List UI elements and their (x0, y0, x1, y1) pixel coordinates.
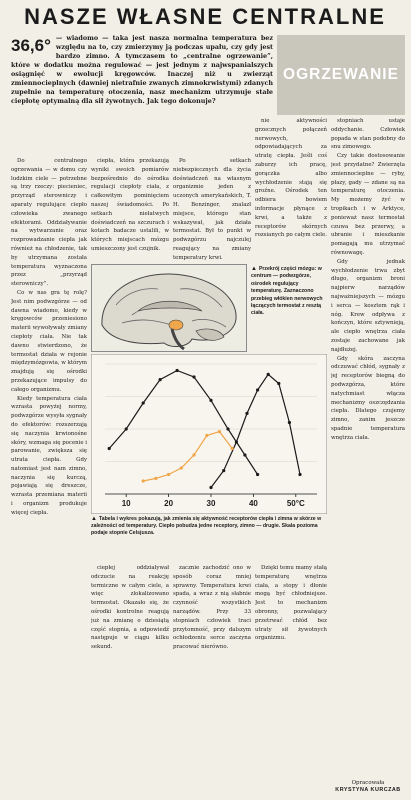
data-point (267, 373, 270, 376)
x-tick-label: 50°C (286, 499, 305, 508)
col5-paragraph-3: Gdy jednak wychłodzenie trwa zbyt długo, organizm broni najpierw narządów najważniejszych — mózgu i serca — kosztem rąk i nóg. Krew odpływa z kończyn, które sztywnieją, ale ciepło wnętrza ciała zostaje zachowane jak najdłużej. (331, 258, 405, 353)
data-point (209, 486, 212, 489)
data-point (205, 434, 208, 437)
data-point (222, 469, 225, 472)
column-3-top (173, 157, 251, 261)
data-point (218, 430, 221, 433)
data-point (167, 473, 170, 476)
data-point (192, 375, 195, 378)
article-page (5, 4, 405, 796)
x-tick-label: 20 (164, 499, 174, 508)
lead-paragraph (11, 34, 273, 151)
brain-caption-text: Przekrój części mózgu: w centrum — podwzgórze, ośrodek regulujący temperaturę. Zaznaczono przebieg włókien nerwowych łączących termostat z resztą ciała. (251, 266, 323, 317)
signoff-note: Opracowała (351, 780, 385, 786)
x-tick-label: 10 (121, 499, 131, 508)
data-point (159, 378, 162, 381)
lead-temperature: 36,6° (11, 36, 51, 55)
col4-paragraph: nie aktywności grzecznych połączeń nerwowych, odpowiadających za utratę ciepła. Jeśli coś zaburzy ich pracę, gorączka albo wychłodzenie stają się groźne. Ośrodek ten odbiera bowiem informacje płynące z krwi, a także z receptorów skórnych rozsianych po całym ciele. (255, 118, 327, 239)
data-point (176, 369, 179, 372)
author-name: KRYSTYNA KURCZAB (335, 787, 401, 793)
chart-caption (91, 516, 327, 560)
data-point (298, 473, 301, 476)
title-banner: OGRZEWANIE (277, 35, 405, 115)
data-point (180, 466, 183, 469)
data-point (245, 412, 248, 415)
column-5 (331, 117, 405, 793)
column-2-bottom (91, 564, 169, 793)
hypothalamus-marker (169, 320, 183, 330)
brain-caption (251, 266, 327, 348)
col3-paragraph: Po setkach niebezpiecznych dla życia doświadczeń na własnym organizmie jeden z uczonych amerykańskich, T. H. Benzinger, znalazł miejsce, którego stan wskazywał, jak działa termostat. Był to punkt w podwzgórzu najczulej reagujący na zmiany temperatury krwi. (173, 158, 251, 261)
column-2-top (91, 157, 169, 261)
col1-paragraph-3: Kiedy temperatura ciała wzrasta powyżej normy, podwzgórze wysyła sygnały do efektorów: rozszerzają się naczynia krwionośne skóry, wzmaga się pocenie i parowanie, zwiększa się utrata ciepła. Gdy natomiast jest nam zimno, naczynia się kurczą, pojawiają się dreszcze, wzrasta przemiana materii i organizm produkuje więcej ciepła. (11, 395, 87, 516)
col1-paragraph-2: Co w nas gra tę rolę? Jest nim podwzgórze — od dawna wiadomo, kiedy w kręgowców przeniesiono materii wywoływały zmiany ciepłoty ciała. Nie tak dawno stwierdzono, że termostat działa w rejonie międzymózgowia, w którym znajdują się ośrodki przekazujące impulsy do całego organizmu. (11, 289, 87, 393)
chart-svg (91, 354, 327, 514)
triangle-marker-icon: ▲ (91, 516, 97, 522)
headline: NASZE WŁASNE CENTRALNE (24, 4, 386, 29)
temperature-chart (91, 354, 327, 514)
data-point (256, 388, 259, 391)
signoff (331, 780, 405, 794)
data-point (142, 479, 145, 482)
col2-paragraph: ciepła, która przekazują wyniki swoich pomiarów bezpośrednio do ośrodka regulacji ciepłoty ciała, z całkowitym pominięciem naszej świadomości. Po setkach niełatwych doświadczeń na szczurach i kotach badacze ustalili, w których miejscach mózgu umieszczony jest czujnik. (91, 158, 169, 252)
data-point (256, 473, 259, 476)
x-tick-label: 30 (206, 499, 216, 508)
data-point (235, 440, 238, 443)
brain-illustration (91, 264, 247, 352)
data-point (243, 453, 246, 456)
data-point (154, 477, 157, 480)
data-point (125, 427, 128, 430)
data-point (288, 421, 291, 424)
brain-section-drawing (92, 265, 246, 351)
data-point (142, 401, 145, 404)
data-point (209, 399, 212, 402)
data-point (192, 453, 195, 456)
chart-caption-text: Tabela i wykres pokazują, jak zmienia się aktywność receptorów ciepła i zimna w skórze w zależności od temperatury. Ciepło pobudza jedne receptory, zimno — drugie. Skala pozioma podaje stopnie Celsjusza. (91, 516, 322, 537)
col5-paragraph-2: Czy takie dostosowanie jest przydatne? Zwierzęta zmiennocieplne — ryby, płazy, gady — zdane są na temperaturę otoczenia. My możemy żyć w tropikach i w Arktyce, ponieważ nasz termostat czuwa bez przerwy, a ubranie i mieszkanie pomagają mu utrzymać równowagę. (331, 153, 405, 256)
data-point (231, 447, 234, 450)
col5-paragraph-4: Gdy skóra zaczyna odczuwać chłód, sygnały z jej receptorów biegną do podwzgórza, które natychmiast włącza mechanizmy oszczędzania ciepła. Dlatego czujemy zimno, zanim jeszcze spadnie temperatura wnętrza ciała. (331, 355, 405, 441)
x-tick-label: 40 (248, 499, 258, 508)
data-point (108, 447, 111, 450)
col2b-paragraph: ciepłej oddziaływał odczucie na reakcję termiczne w całym ciele, a więc zlokalizowano termostat. Okazało się, że ośrodki kontrolne reagują już na zmianę o dziesiątą część stopnia, a odpowiedź następuje w ciągu kilku sekund. (91, 565, 169, 651)
col5-paragraph-1: stopniach ustaje oddychanie. Człowiek popada w stan podobny do snu zimowego. (331, 118, 405, 151)
column-3-bottom (173, 564, 251, 793)
column-4-top (255, 117, 327, 257)
triangle-marker-icon: ▲ (251, 266, 257, 272)
column-1 (11, 157, 87, 793)
data-point (226, 427, 229, 430)
col1-paragraph-1: Do centralnego ogrzewania — w domu czy ludzkim ciele — potrzebne są trzy rzeczy: piecieniec, przyrząd sterowniczy i aparaty regulujące ciepło człowieka zwanego efektorami. Oddziaływanie na wytwarzanie oraz rozprowadzanie ciepła jak również na chłodzenie, tak by utrzymana została temperatura wyznaczona przez „przyrząd sterowniczy”. (11, 158, 87, 288)
col3b-paragraph: zacznie zachodzić ono w sposób coraz mniej sprawny. Temperatura krwi spada, a wraz z nią słabnie czynność wszystkich narządów. Przy 33 stopniach człowiek traci przytomność, przy dalszym ochłodzeniu serce zaczyna pracować nierówno. (173, 565, 251, 651)
lead-text: — wiadomo — taka jest nasza normalna temperatura bez względu na to, czy zmierzymy ją podczas upału, czy gdy jest bardzo zimno. A tymczasem to „centralne ogrzewanie”, które w dodatku można regulować — jest jednym z najwspanialszych osiągnięć w ewolucji kręgowców. Inaczej niż u zwierząt zmiennocieplnych (dawniej nietrafnie zwanych zimnokrwistymi) zdanych zupełnie na temperaturę otoczenia, nasz mechanizm utrzymuje stałe ciepłotę optymalną dla sił żywotnych. Jak tego dokonuje? (11, 34, 273, 105)
column-4-bottom (255, 564, 327, 793)
data-point (277, 382, 280, 385)
col4b-paragraph: Dzięki temu mamy stałą temperaturę wnętrza ciała, a stopy i dłonie mogą być chłodniejsze. Jest to mechanizm obronny, pozwalający przetrwać chłód bez utraty sił żywotnych organizmu. (255, 565, 327, 642)
